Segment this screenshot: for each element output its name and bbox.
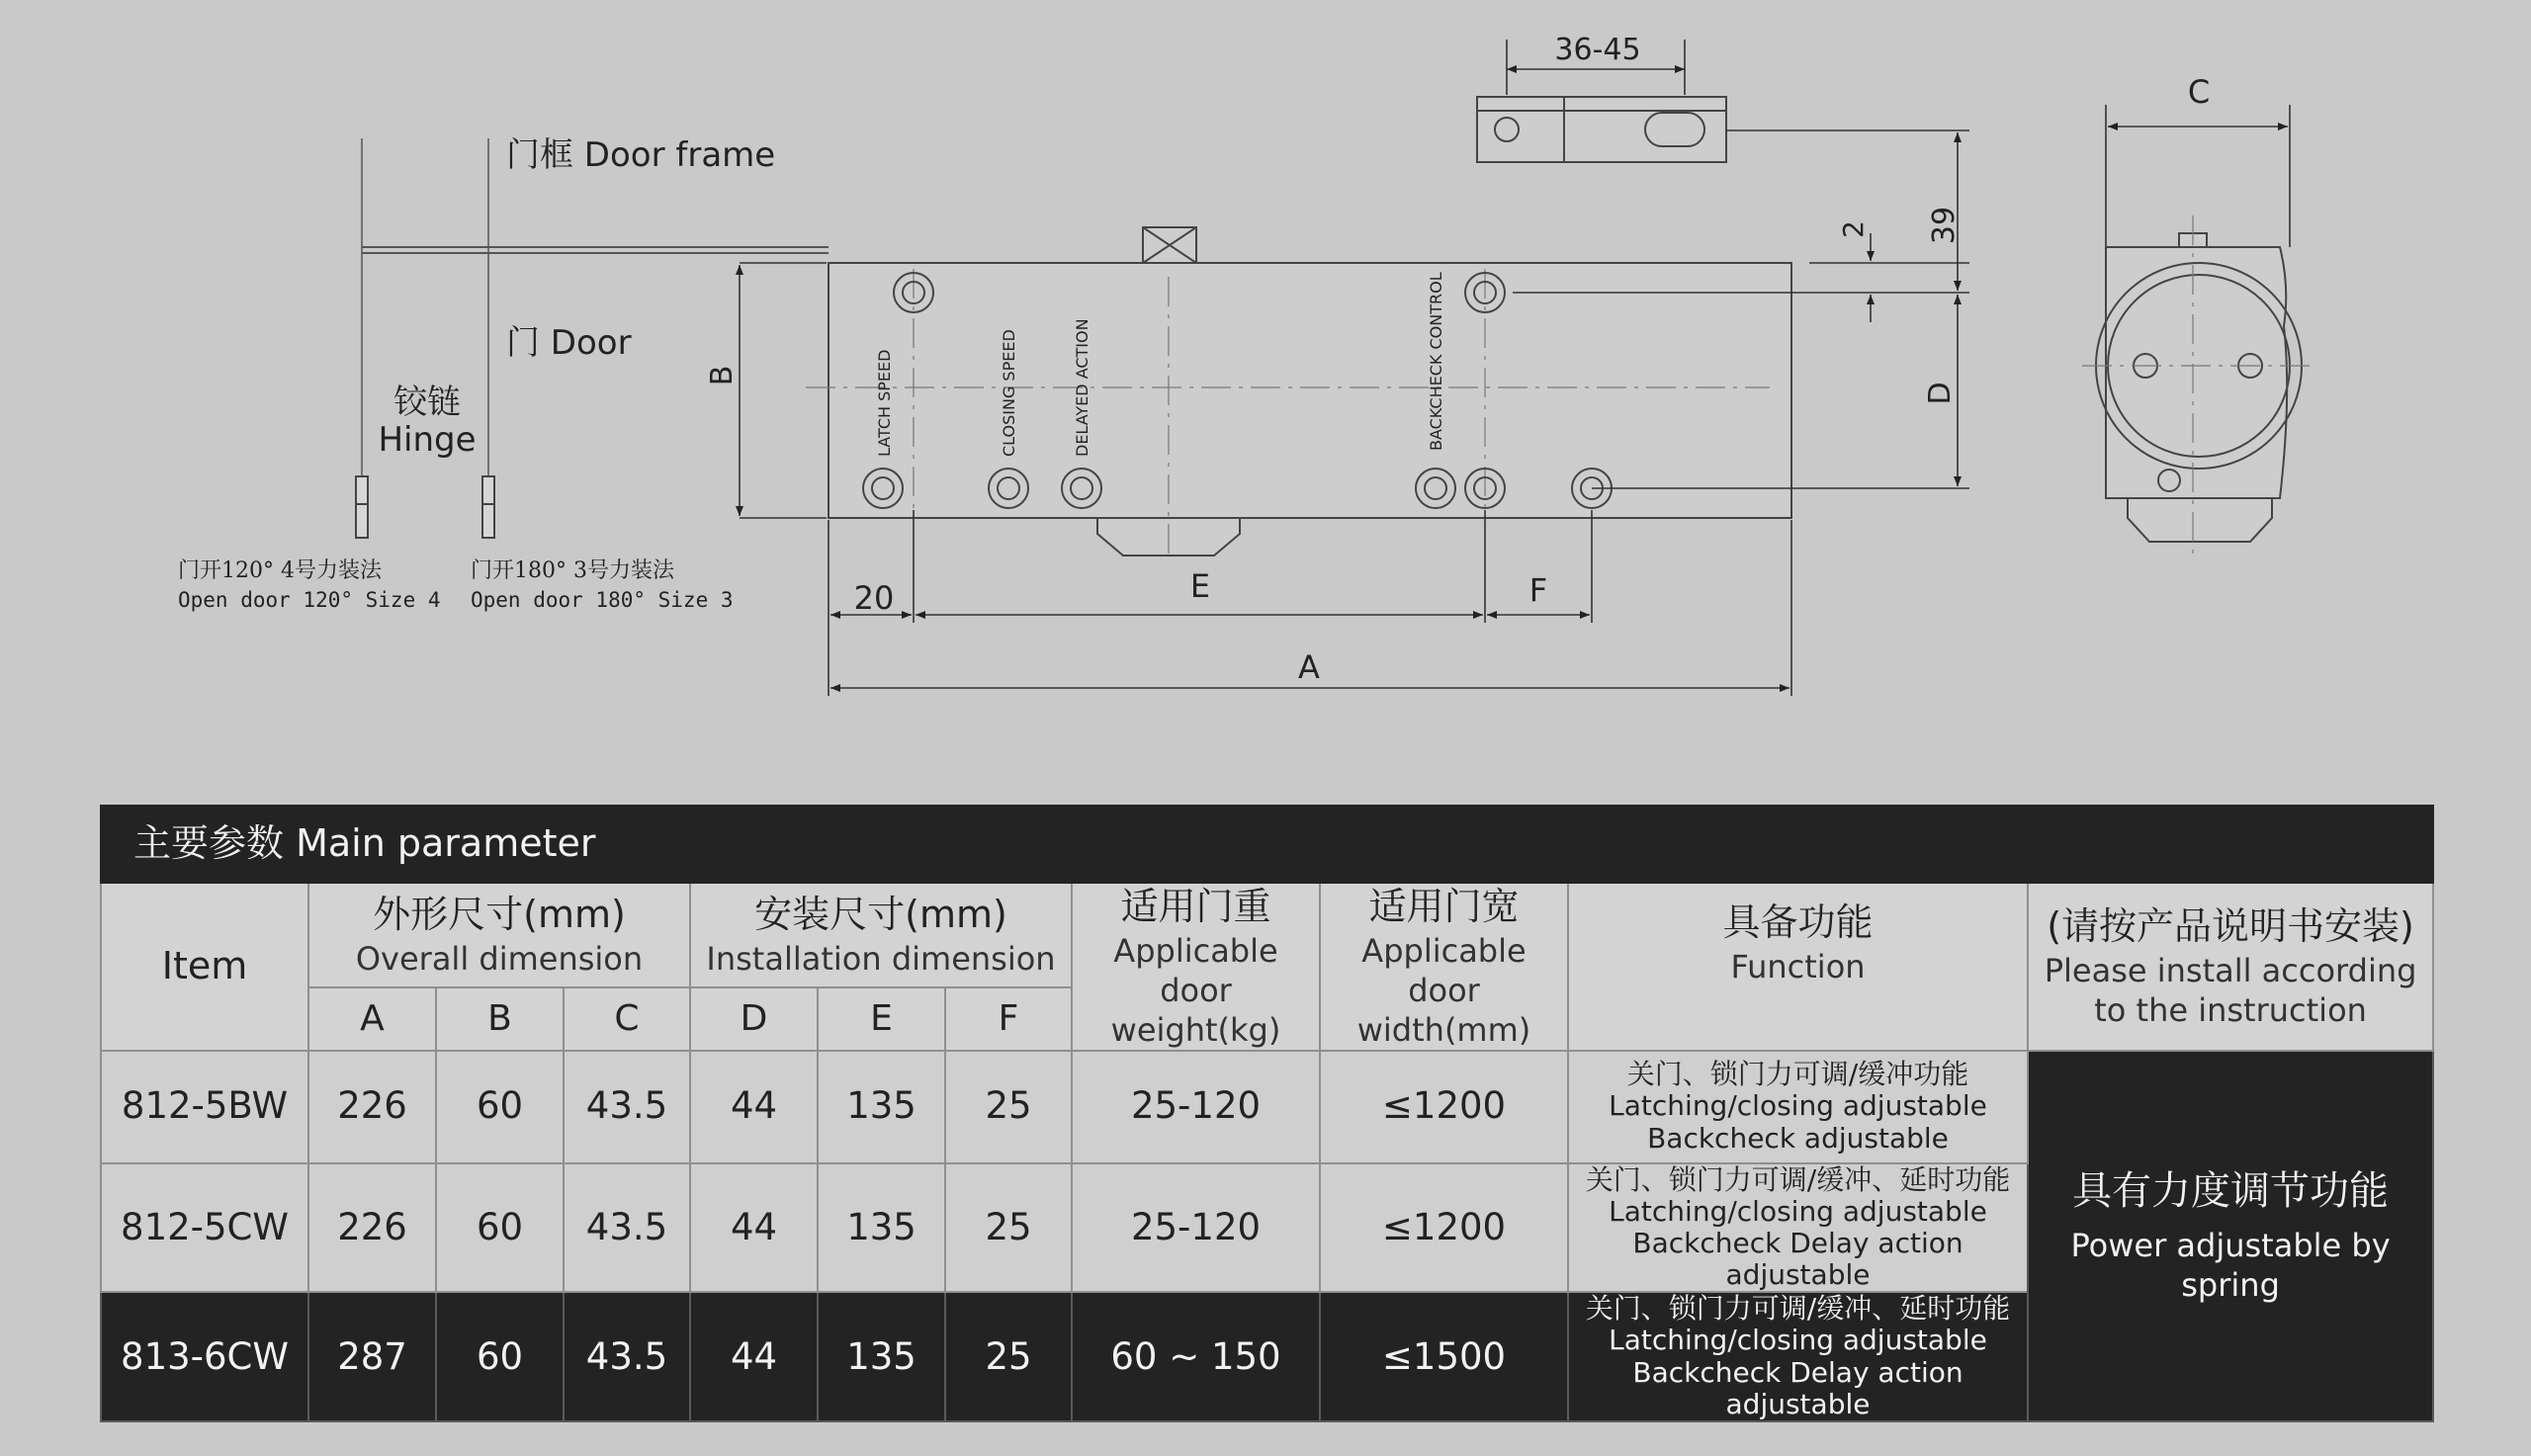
cell-f: 25 (945, 1051, 1072, 1163)
cell-item: 812-5BW (101, 1051, 308, 1163)
door-frame-label: 门框 Door frame (506, 135, 776, 175)
header-a: A (308, 987, 436, 1051)
note-180-zh: 门开180° 3号力装法 (471, 558, 674, 583)
door-label: 门 Door (506, 323, 632, 363)
cell-b: 60 (436, 1163, 564, 1293)
cell-function: 关门、锁门力可调/缓冲功能 Latching/closing adjustable Backcheck adjustable (1568, 1051, 2028, 1163)
cell-a: 226 (308, 1051, 436, 1163)
cell-note: 具有力度调节功能 Power adjustable by spring (2028, 1051, 2433, 1422)
dimension-2: 2 (1837, 220, 1870, 238)
cell-e: 135 (818, 1163, 945, 1293)
dimension-20: 20 (853, 579, 895, 617)
cell-d: 44 (690, 1292, 818, 1421)
valve-label-closing: CLOSING SPEED (1000, 329, 1018, 457)
header-e: E (818, 987, 945, 1051)
arm-bracket (1477, 97, 1726, 162)
cell-width: ≤1500 (1320, 1292, 1568, 1421)
cell-f: 25 (945, 1163, 1072, 1293)
cell-weight: 25-120 (1072, 1163, 1320, 1293)
cell-width: ≤1200 (1320, 1051, 1568, 1163)
cell-item: 812-5CW (101, 1163, 308, 1293)
cell-b: 60 (436, 1292, 564, 1421)
cell-b: 60 (436, 1051, 564, 1163)
cell-function: 关门、锁门力可调/缓冲、延时功能 Latching/closing adjustable Backcheck Delay action adjustable (1568, 1292, 2028, 1421)
cell-f: 25 (945, 1292, 1072, 1421)
dimension-39: 39 (1927, 206, 1962, 245)
valve-label-backcheck: BACKCHECK CONTROL (1427, 272, 1445, 451)
cell-a: 287 (308, 1292, 436, 1421)
header-d: D (690, 987, 818, 1051)
dimension-f: F (1528, 571, 1548, 609)
table-title: 主要参数 Main parameter (101, 806, 2433, 883)
header-b: B (436, 987, 564, 1051)
cell-c: 43.5 (564, 1051, 690, 1163)
cell-c: 43.5 (564, 1292, 690, 1421)
dimension-36-45: 36-45 (1554, 33, 1641, 67)
main-parameter-table (100, 805, 2434, 1422)
hinge-label-zh: 铰链 (393, 383, 461, 422)
hinge-icon (356, 476, 494, 538)
closer-body-front (829, 227, 1791, 556)
header-overall: 外形尺寸(mm) Overall dimension (308, 883, 690, 987)
cell-a: 226 (308, 1163, 436, 1293)
cell-d: 44 (690, 1051, 818, 1163)
cell-weight: 25-120 (1072, 1051, 1320, 1163)
dimension-e: E (1189, 567, 1211, 605)
dimension-d: D (1923, 382, 1958, 405)
note-120-en: Open door 120° Size 4 (178, 588, 441, 612)
dimension-c: C (2187, 73, 2211, 111)
cell-function: 关门、锁门力可调/缓冲、延时功能 Latching/closing adjustable Backcheck Delay action adjustable (1568, 1163, 2028, 1293)
table-row (101, 1051, 2433, 1163)
cell-e: 135 (818, 1292, 945, 1421)
header-f: F (945, 987, 1072, 1051)
cell-item: 813-6CW (101, 1292, 308, 1421)
header-width: 适用门宽 Applicable door width(mm) (1320, 883, 1568, 1051)
dimension-a: A (1298, 648, 1320, 686)
header-note: (请按产品说明书安装) Please install according to the instruction (2028, 883, 2433, 1051)
hinge-label-en: Hinge (378, 420, 477, 460)
valve-label-delayed: DELAYED ACTION (1073, 318, 1091, 457)
note-180-en: Open door 180° Size 3 (471, 588, 734, 612)
cell-d: 44 (690, 1163, 818, 1293)
note-120-zh: 门开120° 4号力装法 (178, 558, 382, 583)
cell-c: 43.5 (564, 1163, 690, 1293)
cell-weight: 60 ~ 150 (1072, 1292, 1320, 1421)
dimension-b: B (705, 365, 740, 386)
header-install: 安装尺寸(mm) Installation dimension (690, 883, 1072, 987)
cell-e: 135 (818, 1051, 945, 1163)
header-c: C (564, 987, 690, 1051)
cell-width: ≤1200 (1320, 1163, 1568, 1293)
valve-label-latch: LATCH SPEED (875, 349, 894, 457)
header-function: 具备功能 Function (1568, 883, 2028, 1051)
header-item: Item (101, 883, 308, 1051)
closer-body-side (2096, 233, 2302, 542)
header-weight: 适用门重 Applicable door weight(kg) (1072, 883, 1320, 1051)
